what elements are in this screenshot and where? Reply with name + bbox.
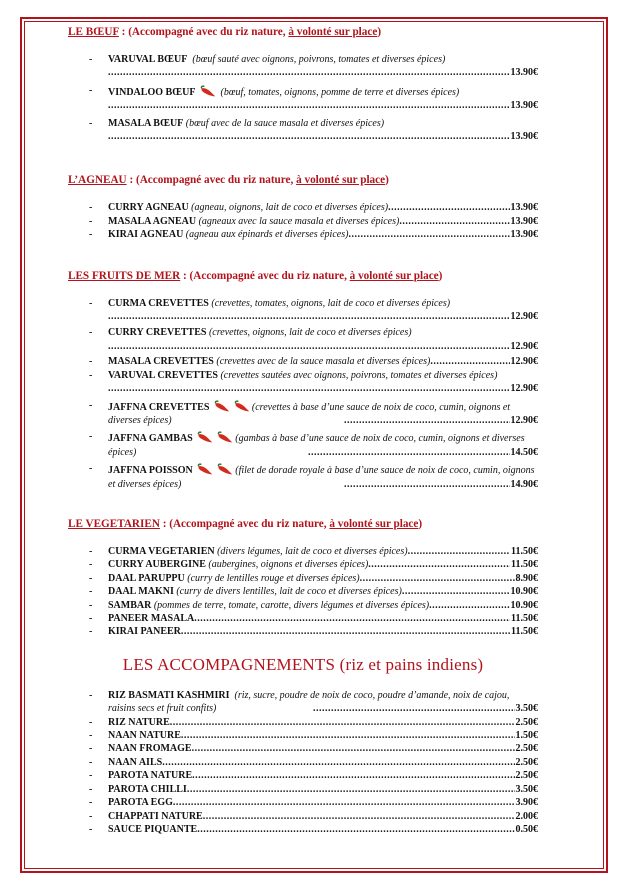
dot-leader xyxy=(368,558,510,571)
section-heading xyxy=(68,269,538,283)
item-description: (bœuf sauté avec oignons, poivrons, tomates et diverses épices) xyxy=(192,54,446,65)
item-price: 10.90€ xyxy=(510,586,538,598)
bullet-dash: - xyxy=(89,797,93,809)
item-name: VINDALOO BŒUF xyxy=(108,86,196,98)
section-subtitle-underlined: à volonté sur place xyxy=(288,26,378,38)
chili-pepper-icon xyxy=(199,84,217,98)
item-name: MASALA CREVETTES xyxy=(108,356,214,368)
dot-leader xyxy=(108,66,510,79)
item-name: PAROTA NATURE xyxy=(108,770,193,782)
section-subtitle: (Accompagné avec du riz nature, xyxy=(169,517,330,530)
menu-item xyxy=(68,117,538,144)
item-name: NAAN AILS xyxy=(108,756,163,768)
item-name: VARUVAL CREVETTES xyxy=(108,369,218,381)
section-heading xyxy=(68,173,538,187)
menu-item xyxy=(68,783,538,796)
item-description: (agneau aux épinards et diverses épices) xyxy=(185,229,349,241)
menu-item xyxy=(68,716,538,729)
dot-leader xyxy=(408,545,510,558)
bullet-dash: - xyxy=(89,117,93,129)
item-price: 2.50€ xyxy=(515,770,538,782)
subtitle-end: ) xyxy=(377,26,382,38)
chili-pepper-icon xyxy=(213,399,231,413)
menu-item xyxy=(68,810,538,823)
item-list xyxy=(68,201,538,241)
bullet-dash: - xyxy=(89,783,93,795)
dot-leader xyxy=(108,130,510,143)
bullet-dash: - xyxy=(89,730,93,742)
section-title: L’AGNEAU xyxy=(68,174,127,187)
item-list xyxy=(68,53,538,143)
item-description: (bœuf avec de la sauce masala et diverses épices) xyxy=(185,117,385,129)
menu-item xyxy=(68,742,538,755)
item-description: (filet de dorade royale à base d’une sauce de noix de coco, cumin, oignons et diverses épices) xyxy=(108,465,535,490)
dot-leader xyxy=(108,310,510,323)
item-name: MASALA BŒUF xyxy=(108,117,184,129)
dot-leader xyxy=(308,446,510,459)
item-name: SAMBAR xyxy=(108,599,152,611)
item-name: SAUCE PIQUANTE xyxy=(108,823,198,835)
menu-item xyxy=(68,462,538,491)
bullet-dash: - xyxy=(89,297,93,309)
chili-pepper-icon xyxy=(216,430,234,444)
bullet-dash: - xyxy=(89,356,93,368)
item-list xyxy=(68,689,538,836)
item-name: CURMA VEGETARIEN xyxy=(108,545,215,557)
item-price: 8.90€ xyxy=(515,572,538,584)
subtitle-end: ) xyxy=(385,174,389,187)
bullet-dash: - xyxy=(89,202,93,214)
dot-leader xyxy=(173,796,515,809)
menu-item xyxy=(68,545,538,558)
menu-item xyxy=(68,558,538,571)
item-name: VARUVAL BŒUF xyxy=(108,54,188,65)
menu-item xyxy=(68,355,538,368)
dot-leader xyxy=(348,228,509,241)
item-price: 13.90€ xyxy=(510,229,538,241)
bullet-dash: - xyxy=(89,689,93,701)
item-description: (crevettes, tomates, oignons, lait de coco et diverses épices) xyxy=(211,297,451,309)
dot-leader xyxy=(181,625,510,638)
item-name: CURMA CREVETTES xyxy=(108,297,209,309)
item-price: 11.50€ xyxy=(511,545,538,557)
item-price: 13.90€ xyxy=(510,131,538,143)
item-description: (crevettes sautées avec oignons, poivrons, tomates et diverses épices) xyxy=(220,369,498,381)
item-description: (agneau, oignons, lait de coco et diverses épices) xyxy=(191,202,389,214)
bullet-dash: - xyxy=(89,613,93,625)
menu-item xyxy=(68,572,538,585)
menu-item xyxy=(68,369,538,396)
menu-item xyxy=(68,297,538,324)
item-name: JAFFNA GAMBAS xyxy=(108,433,193,445)
bullet-dash: - xyxy=(89,810,93,822)
menu-item xyxy=(68,689,538,716)
menu-item xyxy=(68,326,538,353)
dot-leader xyxy=(181,729,515,742)
dot-leader xyxy=(192,742,515,755)
bullet-dash: - xyxy=(89,572,93,584)
menu-item xyxy=(68,796,538,809)
item-name: RIZ BASMATI KASHMIRI xyxy=(108,689,230,701)
section-title: LES FRUITS DE MER xyxy=(68,269,181,282)
item-price: 12.90€ xyxy=(510,311,538,323)
menu-item xyxy=(68,430,538,459)
menu-item xyxy=(68,215,538,228)
item-name: NAAN FROMAGE xyxy=(108,743,192,755)
dot-leader xyxy=(108,99,510,112)
item-name: CURRY AUBERGINE xyxy=(108,559,206,571)
item-price: 2.50€ xyxy=(515,743,538,755)
item-list xyxy=(68,545,538,639)
bullet-dash: - xyxy=(89,599,93,611)
chili-pepper-icon xyxy=(196,430,214,444)
item-price: 13.90€ xyxy=(510,100,538,112)
heading-separator: : xyxy=(159,517,170,530)
dot-leader xyxy=(170,716,515,729)
menu-item xyxy=(68,84,538,113)
section-fruits-de-mer xyxy=(68,269,538,491)
bullet-dash: - xyxy=(89,215,93,227)
item-name: CHAPPATI NATURE xyxy=(108,810,203,822)
section-boeuf xyxy=(68,25,538,143)
section-heading xyxy=(68,25,538,39)
heading-separator: : xyxy=(126,174,136,187)
item-description: (divers légumes, lait de coco et diverses épices) xyxy=(217,545,408,557)
item-price: 3.90€ xyxy=(515,797,538,809)
section-subtitle: (Accompagné avec du riz nature, xyxy=(135,174,297,187)
item-name: CURRY CREVETTES xyxy=(108,327,207,339)
menu-item xyxy=(68,53,538,80)
item-price: 2.50€ xyxy=(515,756,538,768)
bullet-dash: - xyxy=(89,743,93,755)
bullet-dash: - xyxy=(89,369,93,381)
menu-page xyxy=(68,22,538,836)
chili-pepper-icon xyxy=(216,462,234,476)
dot-leader xyxy=(187,783,515,796)
item-price: 11.50€ xyxy=(511,559,538,571)
bullet-dash: - xyxy=(89,559,93,571)
menu-item xyxy=(68,729,538,742)
item-name: KIRAI AGNEAU xyxy=(108,229,184,241)
bullet-dash: - xyxy=(89,54,93,65)
item-price: 14.90€ xyxy=(510,478,538,490)
bullet-dash: - xyxy=(89,770,93,782)
dot-leader xyxy=(388,201,509,214)
item-price: 11.50€ xyxy=(511,613,538,625)
dot-leader xyxy=(108,382,510,395)
menu-item xyxy=(68,585,538,598)
item-name: MASALA AGNEAU xyxy=(108,215,197,227)
item-price: 13.90€ xyxy=(510,67,538,79)
heading-separator: : xyxy=(118,26,129,38)
menu-item xyxy=(68,201,538,214)
dot-leader xyxy=(430,355,509,368)
subtitle-end: ) xyxy=(418,517,423,530)
section-subtitle-underlined: à volonté sur place xyxy=(296,174,386,187)
item-price: 12.90€ xyxy=(510,383,538,395)
chili-pepper-icon xyxy=(196,462,214,476)
item-name: NAAN NATURE xyxy=(108,730,181,742)
item-list xyxy=(68,297,538,491)
heading-separator: : xyxy=(180,269,190,282)
item-price: 13.90€ xyxy=(510,202,538,214)
bullet-dash: - xyxy=(89,463,93,475)
menu-item xyxy=(68,756,538,769)
item-name: CURRY AGNEAU xyxy=(108,202,189,214)
bullet-dash: - xyxy=(89,399,93,411)
dot-leader xyxy=(108,340,510,353)
item-price: 0.50€ xyxy=(515,823,538,835)
dot-leader xyxy=(429,599,509,612)
item-description: (curry de divers lentilles, lait de coco et diverses épices) xyxy=(176,586,402,598)
bullet-dash: - xyxy=(89,229,93,241)
item-name: PAROTA CHILLI xyxy=(108,783,187,795)
bullet-dash: - xyxy=(89,327,93,339)
section-accompagnements xyxy=(68,655,538,836)
item-price: 3.50€ xyxy=(515,703,538,715)
bullet-dash: - xyxy=(89,823,93,835)
dot-leader xyxy=(194,612,510,625)
bullet-dash: - xyxy=(89,716,93,728)
dot-leader xyxy=(360,572,515,585)
item-name: PANEER MASALA xyxy=(108,613,195,625)
section-agneau xyxy=(68,173,538,241)
section-vegetarien xyxy=(68,517,538,639)
bullet-dash: - xyxy=(89,756,93,768)
dot-leader xyxy=(203,810,515,823)
item-name: JAFFNA POISSON xyxy=(108,465,193,477)
item-name: DAAL PARUPPU xyxy=(108,572,185,584)
item-description: (crevettes avec de la sauce masala et diverses épices) xyxy=(216,356,431,368)
item-description: (crevettes à base d’une sauce de noix de coco, cumin, oignons et diverses épices) xyxy=(108,401,511,426)
item-price: 2.00€ xyxy=(515,810,538,822)
item-description: (curry de lentilles rouge et diverses épices) xyxy=(187,572,360,584)
item-price: 10.90€ xyxy=(510,599,538,611)
item-price: 14.50€ xyxy=(510,446,538,458)
item-price: 12.90€ xyxy=(510,340,538,352)
dot-leader xyxy=(162,756,514,769)
item-price: 2.50€ xyxy=(515,716,538,728)
section-subtitle-underlined: à volonté sur place xyxy=(329,517,419,530)
item-description: (bœuf, tomates, oignons, pomme de terre et diverses épices) xyxy=(220,86,460,98)
section-subtitle-underlined: à volonté sur place xyxy=(349,269,439,282)
accompagnements-title: LES ACCOMPAGNEMENTS (riz et pains indiens) xyxy=(122,654,484,674)
item-price: 12.90€ xyxy=(510,414,538,426)
item-description: (agneaux avec la sauce masala et diverses épices) xyxy=(198,215,400,227)
section-title: LE VEGETARIEN xyxy=(68,517,160,530)
dot-leader xyxy=(402,585,510,598)
item-description: (crevettes, oignons, lait de coco et diverses épices) xyxy=(208,327,412,339)
bullet-dash: - xyxy=(89,84,93,96)
dot-leader xyxy=(399,215,509,228)
bullet-dash: - xyxy=(89,626,93,638)
subtitle-end: ) xyxy=(438,269,443,282)
dot-leader xyxy=(313,702,515,715)
section-title: LE BŒUF xyxy=(68,26,119,38)
section-heading xyxy=(68,517,538,531)
menu-item xyxy=(68,399,538,428)
section-subtitle: (Accompagné avec du riz nature, xyxy=(189,269,350,282)
item-name: RIZ NATURE xyxy=(108,716,170,728)
bullet-dash: - xyxy=(89,545,93,557)
item-description: (pommes de terre, tomate, carotte, divers légumes et diverses épices) xyxy=(153,599,430,611)
bullet-dash: - xyxy=(89,431,93,443)
dot-leader xyxy=(197,823,514,836)
menu-item xyxy=(68,599,538,612)
item-price: 12.90€ xyxy=(510,356,538,368)
section-subtitle: (Accompagné avec du riz nature, xyxy=(128,26,289,38)
item-price: 3.50€ xyxy=(515,783,538,795)
item-name: JAFFNA CREVETTES xyxy=(108,401,210,413)
chili-pepper-icon xyxy=(233,399,251,413)
dot-leader xyxy=(192,769,514,782)
item-price: 1.50€ xyxy=(515,730,538,742)
item-name: PAROTA EGG xyxy=(108,797,173,809)
item-description: (gambas à base d’une sauce de noix de coco, cumin, oignons et diverses épices) xyxy=(108,433,525,458)
item-price: 13.90€ xyxy=(510,215,538,227)
item-description: (aubergines, oignons et diverses épices) xyxy=(208,559,369,571)
menu-item xyxy=(68,612,538,625)
menu-item xyxy=(68,823,538,836)
menu-item xyxy=(68,228,538,241)
menu-item xyxy=(68,769,538,782)
item-name: DAAL MAKNI xyxy=(108,586,174,598)
item-price: 11.50€ xyxy=(511,626,538,638)
item-name: KIRAI PANEER xyxy=(108,626,181,638)
dot-leader xyxy=(344,414,510,427)
menu-item xyxy=(68,625,538,638)
dot-leader xyxy=(344,478,510,491)
bullet-dash: - xyxy=(89,586,93,598)
item-description: (riz, sucre, poudre de noix de coco, poudre d’amande, noix de cajou, raisins secs et fruit confits) xyxy=(108,689,510,715)
